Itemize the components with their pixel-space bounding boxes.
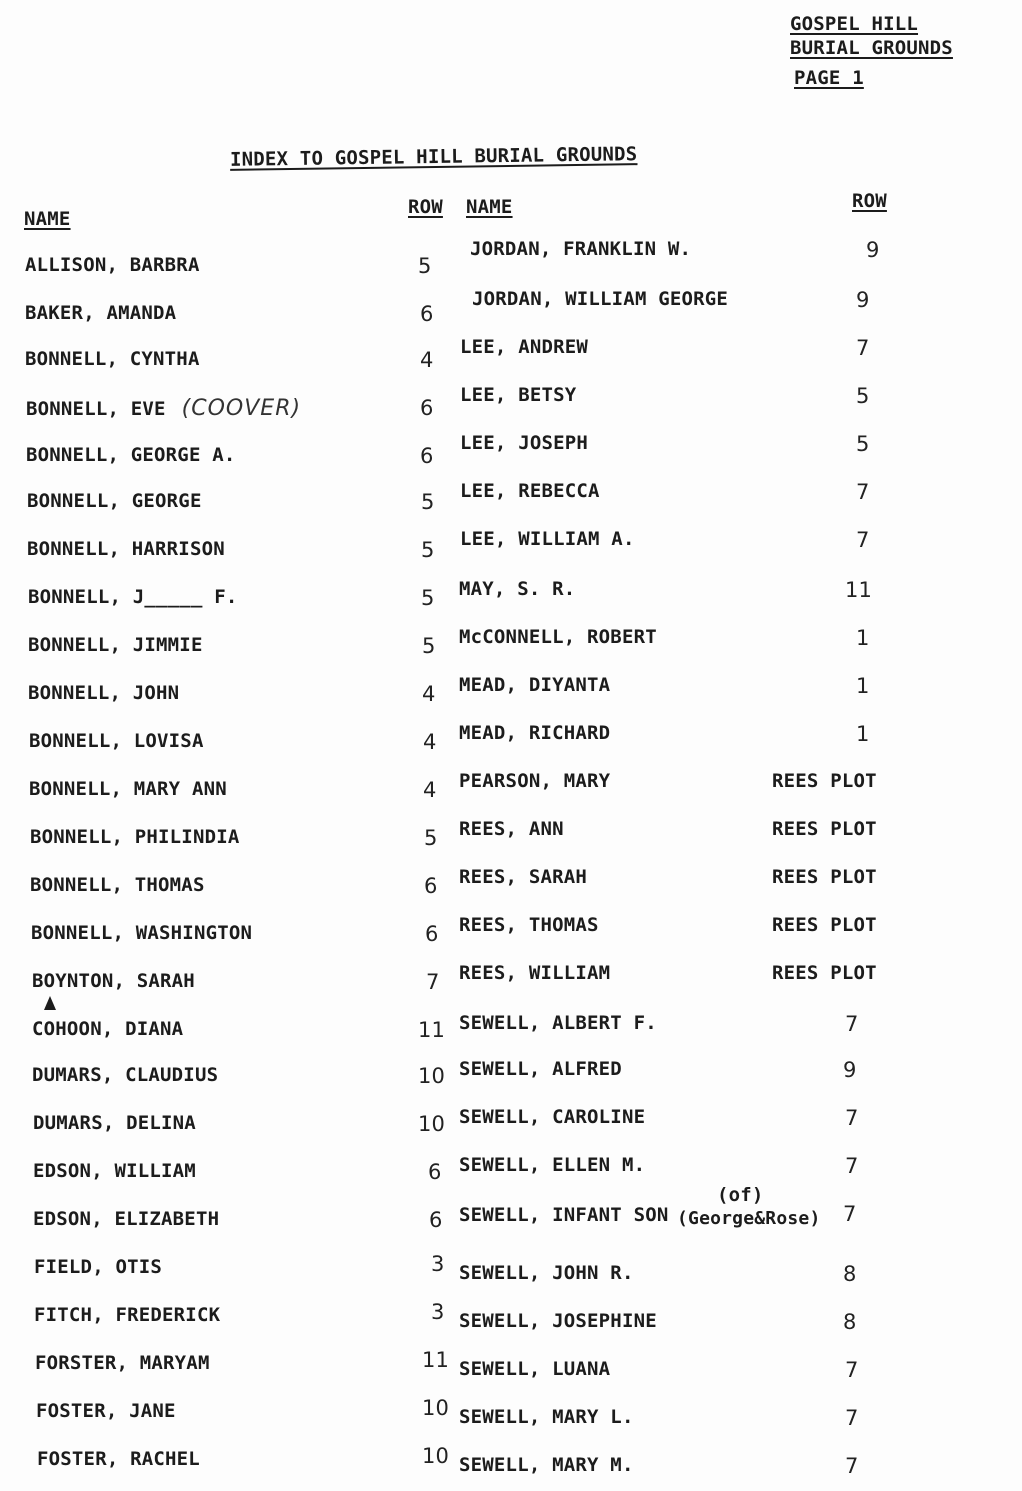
infant-son-entry bbox=[459, 1184, 821, 1229]
right-entry-row: 7 bbox=[845, 1406, 859, 1430]
index-row bbox=[0, 528, 1022, 568]
right-entry-row: 9 bbox=[866, 238, 880, 262]
left-entry-name: DUMARS, CLAUDIUS bbox=[32, 1064, 219, 1086]
index-row bbox=[0, 480, 1022, 520]
right-entry-name: SEWELL, MARY L. bbox=[459, 1406, 634, 1428]
right-entry-name: REES, SARAH bbox=[459, 866, 588, 888]
right-entry-name: McCONNELL, ROBERT bbox=[459, 626, 657, 648]
right-entry-row: REES PLOT bbox=[772, 962, 877, 984]
index-row bbox=[0, 962, 1022, 1000]
left-entry-row: 7 bbox=[426, 970, 440, 994]
left-entry-name: BONNELL, PHILINDIA bbox=[30, 826, 240, 848]
right-entry-row: 7 bbox=[845, 1106, 859, 1130]
right-entry-row: 7 bbox=[856, 528, 870, 552]
right-entry-row: 8 bbox=[843, 1310, 857, 1334]
right-entry-name: LEE, WILLIAM A. bbox=[460, 528, 635, 550]
index-row bbox=[0, 866, 1022, 904]
right-entry-name: MAY, S. R. bbox=[459, 578, 576, 600]
left-entry-name: FOSTER, JANE bbox=[36, 1400, 176, 1422]
right-entry-row: 1 bbox=[856, 674, 870, 698]
left-entry-row: 10 bbox=[418, 1112, 446, 1136]
index-row bbox=[0, 770, 1022, 808]
page-number: PAGE 1 bbox=[794, 67, 864, 89]
left-entry-name: BONNELL, JOHN bbox=[28, 682, 180, 704]
index-row bbox=[0, 1184, 1022, 1238]
left-entry-name: BONNELL, WASHINGTON bbox=[31, 922, 253, 944]
index-row bbox=[0, 914, 1022, 952]
note-parents: (George&Rose) bbox=[677, 1208, 821, 1229]
left-entry-row: 4 bbox=[423, 730, 437, 754]
right-entry-name: SEWELL, ELLEN M. bbox=[459, 1154, 646, 1176]
left-entry-row: 6 bbox=[428, 1160, 442, 1184]
right-entry-row: 7 bbox=[845, 1012, 859, 1036]
right-entry-row: REES PLOT bbox=[772, 914, 877, 936]
left-entry-row: 3 bbox=[431, 1300, 445, 1324]
right-entry-row: 7 bbox=[845, 1358, 859, 1382]
left-entry-name: BONNELL, HARRISON bbox=[27, 538, 225, 560]
right-entry-row: REES PLOT bbox=[772, 770, 877, 792]
right-entry-name: JORDAN, WILLIAM GEORGE bbox=[472, 288, 729, 310]
left-name-header: NAME bbox=[24, 208, 71, 230]
index-row bbox=[0, 288, 1022, 332]
index-row bbox=[0, 626, 1022, 664]
right-entry-name: MEAD, RICHARD bbox=[459, 722, 611, 744]
right-entry-name: PEARSON, MARY bbox=[459, 770, 611, 792]
left-entry-name: BONNELL, LOVISA bbox=[29, 730, 204, 752]
left-entry-row: 6 bbox=[429, 1208, 443, 1232]
right-entry-name bbox=[459, 1184, 821, 1229]
index-row bbox=[0, 578, 1022, 616]
left-entry-row: 11 bbox=[422, 1348, 450, 1372]
index-row bbox=[0, 674, 1022, 712]
left-entry-row: 5 bbox=[421, 490, 435, 514]
left-entry-row: 6 bbox=[420, 396, 434, 420]
left-entry-row: 4 bbox=[420, 348, 434, 372]
index-row bbox=[0, 1058, 1022, 1094]
insertion-caret-mark bbox=[44, 996, 56, 1010]
right-entry-row: 9 bbox=[856, 288, 870, 312]
left-entry-name: EDSON, ELIZABETH bbox=[33, 1208, 220, 1230]
index-row bbox=[0, 336, 1022, 378]
left-entry-name: BONNELL, GEORGE A. bbox=[26, 444, 236, 466]
left-entry-row: 6 bbox=[420, 444, 434, 468]
right-entry-name: SEWELL, LUANA bbox=[459, 1358, 611, 1380]
left-entry-row: 5 bbox=[424, 826, 438, 850]
right-entry-row: 1 bbox=[856, 722, 870, 746]
right-entry-row: 7 bbox=[856, 480, 870, 504]
left-entry-name: BONNELL, JIMMIE bbox=[28, 634, 203, 656]
left-entry-row: 6 bbox=[425, 922, 439, 946]
right-entry-name: SEWELL, ALFRED bbox=[459, 1058, 622, 1080]
index-row bbox=[0, 1444, 1022, 1478]
left-entry-row: 11 bbox=[418, 1018, 446, 1042]
left-entry-row: 5 bbox=[421, 538, 435, 562]
right-entry-row: 7 bbox=[843, 1202, 857, 1226]
right-entry-name: MEAD, DIYANTA bbox=[459, 674, 611, 696]
left-entry-name: COHOON, DIANA bbox=[32, 1018, 184, 1040]
left-entry-name: EDSON, WILLIAM bbox=[33, 1160, 196, 1182]
right-entry-name: REES, THOMAS bbox=[459, 914, 599, 936]
left-entry-name: FOSTER, RACHEL bbox=[37, 1448, 200, 1470]
index-row bbox=[0, 1154, 1022, 1190]
left-entry-name: FIELD, OTIS bbox=[34, 1256, 163, 1278]
right-entry-name: LEE, REBECCA bbox=[460, 480, 600, 502]
right-entry-name: LEE, JOSEPH bbox=[460, 432, 589, 454]
index-row bbox=[0, 722, 1022, 760]
right-entry-row: 9 bbox=[843, 1058, 857, 1082]
left-entry-row: 3 bbox=[431, 1252, 445, 1276]
left-entry-name bbox=[26, 396, 301, 421]
right-entry-row: REES PLOT bbox=[772, 866, 877, 888]
right-entry-row: 7 bbox=[845, 1454, 859, 1478]
page-header bbox=[790, 12, 953, 90]
right-entry-row: 8 bbox=[843, 1262, 857, 1286]
left-entry-name: DUMARS, DELINA bbox=[33, 1112, 196, 1134]
left-entry-row: 10 bbox=[418, 1064, 446, 1088]
right-entry-name: LEE, BETSY bbox=[460, 384, 577, 406]
left-entry-name: BONNELL, THOMAS bbox=[30, 874, 205, 896]
left-entry-row: 10 bbox=[422, 1396, 450, 1420]
right-entry-row: 7 bbox=[845, 1154, 859, 1178]
right-entry-name: SEWELL, JOSEPHINE bbox=[459, 1310, 657, 1332]
header-line-1: GOSPEL HILL bbox=[790, 13, 919, 35]
left-entry-row: 5 bbox=[422, 634, 436, 658]
right-entry-row: 5 bbox=[856, 432, 870, 456]
index-row bbox=[0, 1396, 1022, 1430]
left-entry-row: 10 bbox=[422, 1444, 450, 1468]
left-entry-name: FITCH, FREDERICK bbox=[34, 1304, 221, 1326]
right-entry-name: SEWELL, ALBERT F. bbox=[459, 1012, 657, 1034]
left-entry-name: ALLISON, BARBRA bbox=[25, 254, 200, 276]
right-entry-name: SEWELL, MARY M. bbox=[459, 1454, 634, 1476]
left-entry-name: BONNELL, J_____ F. bbox=[28, 586, 238, 608]
left-entry-row: 5 bbox=[418, 254, 432, 278]
left-entry-row: 4 bbox=[422, 682, 436, 706]
note-of: (of) bbox=[717, 1184, 764, 1206]
right-entry-name-text: SEWELL, INFANT SON bbox=[459, 1204, 669, 1226]
index-row bbox=[0, 384, 1022, 426]
index-row bbox=[0, 1012, 1022, 1048]
right-entry-name: LEE, ANDREW bbox=[460, 336, 589, 358]
left-row-header: ROW bbox=[408, 196, 443, 218]
header-line-2: BURIAL GROUNDS bbox=[790, 37, 953, 59]
right-row-header: ROW bbox=[852, 190, 887, 212]
index-row bbox=[0, 818, 1022, 856]
page-title: INDEX TO GOSPEL HILL BURIAL GROUNDS bbox=[229, 143, 638, 171]
left-entry-row: 6 bbox=[420, 302, 434, 326]
right-entry-row: REES PLOT bbox=[772, 818, 877, 840]
right-entry-row: 7 bbox=[856, 336, 870, 360]
right-entry-name: SEWELL, CAROLINE bbox=[459, 1106, 646, 1128]
right-entry-row: 1 bbox=[856, 626, 870, 650]
left-entry-name: BONNELL, MARY ANN bbox=[29, 778, 227, 800]
right-entry-name: JORDAN, FRANKLIN W. bbox=[470, 238, 692, 260]
handwritten-note: (COOVER) bbox=[181, 396, 302, 421]
right-entry-row: 5 bbox=[856, 384, 870, 408]
right-entry-name: SEWELL, JOHN R. bbox=[459, 1262, 634, 1284]
index-row bbox=[0, 238, 1022, 284]
index-row bbox=[0, 1348, 1022, 1382]
left-entry-row: 6 bbox=[424, 874, 438, 898]
index-row bbox=[0, 1252, 1022, 1286]
left-entry-row: 5 bbox=[421, 586, 435, 610]
left-entry-name-text: BONNELL, EVE bbox=[26, 398, 166, 420]
index-row bbox=[0, 1106, 1022, 1142]
left-entry-name: BOYNTON, SARAH bbox=[32, 970, 195, 992]
right-name-header: NAME bbox=[466, 196, 513, 218]
left-entry-name: BONNELL, CYNTHA bbox=[25, 348, 200, 370]
left-entry-name: FORSTER, MARYAM bbox=[35, 1352, 210, 1374]
right-entry-row: 11 bbox=[845, 578, 873, 602]
left-entry-name: BAKER, AMANDA bbox=[25, 302, 177, 324]
right-entry-name: REES, WILLIAM bbox=[459, 962, 611, 984]
left-entry-name: BONNELL, GEORGE bbox=[27, 490, 202, 512]
right-entry-name: REES, ANN bbox=[459, 818, 564, 840]
index-row bbox=[0, 1300, 1022, 1334]
index-row bbox=[0, 432, 1022, 474]
left-entry-row: 4 bbox=[423, 778, 437, 802]
